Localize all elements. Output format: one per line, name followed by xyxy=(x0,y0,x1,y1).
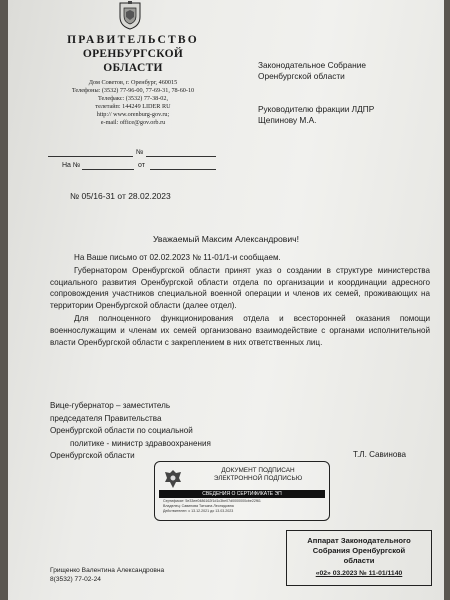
number-label: № xyxy=(136,149,144,156)
executor-block xyxy=(50,566,164,584)
outgoing-number: № 05/16-31 от 28.02.2023 xyxy=(70,191,171,201)
stamp-title xyxy=(191,467,325,483)
executor-phone: 8(3532) 77-02-24 xyxy=(50,576,101,583)
on-number-blank xyxy=(82,169,134,170)
owner-line: Владелец: Савинова Татьяна Леонидовна xyxy=(163,504,234,508)
letter-page xyxy=(8,0,444,600)
number-blank xyxy=(146,156,216,157)
recipient-org-line: Оренбургской области xyxy=(258,71,345,81)
teletype-line: телетайп: 144249 LIDER RU xyxy=(95,103,171,110)
stamp-title-line: ДОКУМЕНТ ПОДПИСАН xyxy=(221,467,295,474)
electronic-signature-stamp xyxy=(154,461,330,521)
recipient-position-line: Руководителю фракции ЛДПР xyxy=(258,104,375,114)
phones-line: Телефоны: (3532) 77-96-00, 77-69-31, 78-60-10 xyxy=(71,87,195,94)
position-line: Вице-губернатор – заместитель xyxy=(50,401,171,410)
stamp-title-line: ЭЛЕКТРОННОЙ ПОДПИСЬЮ xyxy=(213,475,303,482)
date-blank xyxy=(48,156,133,157)
title-line: ОБЛАСТИ xyxy=(103,62,163,74)
certificate-line: Сертификат: 5e33ee0486162f1d1c3be07d0000000cbe22f61 xyxy=(163,499,261,503)
title-line: ПРАВИТЕЛЬСТВО xyxy=(67,34,199,46)
letter-body xyxy=(50,252,430,349)
paragraph: На Ваше письмо от 02.02.2023 № 11-01/1-и сообщаем. xyxy=(74,253,281,262)
position-line: Оренбургской области по социальной xyxy=(50,426,193,435)
eagle-emblem-icon xyxy=(163,468,183,490)
position-line: Оренбургской области xyxy=(50,451,135,460)
certificate-details xyxy=(163,499,325,514)
from-label: от xyxy=(138,162,145,169)
signer-name: Т.Л. Савинова xyxy=(353,450,407,459)
validity-line: Действителен: с 13.12.2021 до 13.03.2023 xyxy=(163,509,234,513)
on-number-label: На № xyxy=(62,162,81,169)
address-line: Дом Советов, г. Оренбург, 460015 xyxy=(88,79,178,86)
paragraph: Губернатором Оренбургской области принят указ о создании в структуре министерства социального развития Оренбургской области отдела по организации и координации адресного сопровождения участников специальной военной операции и членов их семей, проживающих на территории Оренбургской области (далее отдел). xyxy=(50,265,430,311)
stamp-line: Собрания Оренбургской xyxy=(312,546,406,555)
executor-name: Грищенко Валентина Александровна xyxy=(50,567,165,574)
government-title xyxy=(48,33,218,75)
stamp-line: области xyxy=(343,556,375,565)
salutation: Уважаемый Максим Александрович! xyxy=(152,234,300,244)
recipient-block xyxy=(258,60,438,126)
recipient-org-line: Законодательное Собрание xyxy=(258,60,366,70)
email-line: e-mail: office@gov.orb.ru xyxy=(100,119,166,126)
from-blank xyxy=(150,169,216,170)
incoming-number: «02» 03.2023 № 11-01/1140 xyxy=(315,570,403,577)
stamp-line: Аппарат Законодательного xyxy=(307,536,411,545)
title-line: ОРЕНБУРГСКОЙ xyxy=(82,48,184,60)
recipient-name-line: Щепинову М.А. xyxy=(258,115,317,125)
paragraph: Для полноценного функционирования отдела и всесторонней оказания помощи военнослужащим и членам их семей организовано взаимодействие с органами исполнительной власти Оренбургской области с закреплением в них ответственных лиц. xyxy=(50,313,430,347)
signer-position xyxy=(50,400,250,463)
fax-line: Телефакс: (3532) 77-38-02, xyxy=(97,95,169,102)
website-line: http:// www.orenburg-gov.ru; xyxy=(96,111,170,118)
position-line: председателя Правительства xyxy=(50,413,162,423)
contact-block xyxy=(48,79,218,127)
incoming-registration-stamp xyxy=(286,530,432,586)
certificate-header: СВЕДЕНИЯ О СЕРТИФИКАТЕ ЭП xyxy=(159,490,325,498)
coat-of-arms-icon xyxy=(115,0,145,30)
position-line: политике - министр здравоохранения xyxy=(70,438,211,448)
